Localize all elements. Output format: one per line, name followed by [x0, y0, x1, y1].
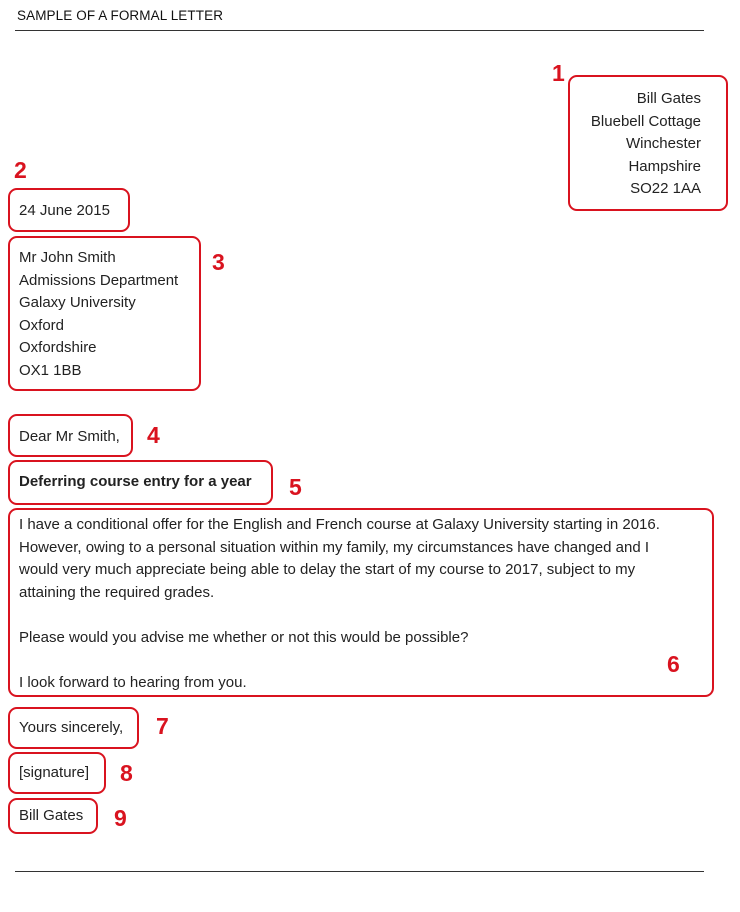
signer-name-box: [8, 798, 98, 834]
paragraph-gap: [19, 650, 712, 673]
annotation-number-7: 7: [156, 713, 169, 739]
sender-postcode: SO22 1AA: [630, 180, 701, 198]
sender-name: Bill Gates: [636, 90, 701, 107]
annotation-number-3: 3: [212, 249, 225, 275]
recipient-department: Admissions Department: [19, 271, 179, 289]
recipient-town: Oxford: [19, 316, 65, 334]
annotation-number-9: 9: [114, 805, 127, 831]
letter-date: 24 June 2015: [19, 202, 110, 219]
annotation-number-1: 1: [552, 60, 565, 86]
date-box: [8, 188, 130, 232]
salutation-text: Dear Mr Smith,: [19, 428, 120, 445]
body-paragraph-2: Please would you advise me whether or not this would be possible?: [19, 628, 469, 646]
annotation-number-5: 5: [289, 474, 302, 500]
body-line: I have a conditional offer for the English and French course at Galaxy University starting in 2016.: [19, 516, 660, 533]
body-line: would very much appreciate being able to delay the start of my course to 2017, subject to my: [19, 561, 636, 579]
paragraph-gap: [19, 604, 712, 627]
salutation-box: [8, 414, 133, 457]
subject-line: Deferring course entry for a year: [19, 473, 252, 490]
sender-town: Winchester: [625, 135, 701, 153]
recipient-name: Mr John Smith: [19, 249, 116, 266]
signer-name: Bill Gates: [19, 807, 84, 824]
closing-box: [8, 707, 139, 749]
sender-street: Bluebell Cottage: [590, 112, 701, 130]
signature-placeholder: [signature]: [19, 764, 90, 781]
closing-text: Yours sincerely,: [19, 719, 124, 736]
recipient-county: Oxfordshire: [19, 339, 97, 357]
body-line: attaining the required grades.: [19, 583, 215, 601]
annotation-number-8: 8: [120, 760, 133, 786]
sender-county: Hampshire: [628, 157, 701, 175]
letter-body-box: [8, 508, 714, 697]
subject-box: [8, 460, 273, 505]
sender-address-box: [568, 75, 728, 211]
recipient-organisation: Galaxy University: [19, 294, 136, 312]
recipient-postcode: OX1 1BB: [19, 361, 82, 379]
annotation-number-2: 2: [14, 157, 27, 183]
annotation-number-6: 6: [667, 651, 680, 677]
top-divider: [15, 30, 704, 31]
annotation-number-4: 4: [147, 422, 160, 448]
body-paragraph-3: I look forward to hearing from you.: [19, 674, 247, 692]
recipient-address-box: [8, 236, 201, 391]
body-line: However, owing to a personal situation within my family, my circumstances have changed and I: [19, 538, 650, 556]
document-title: SAMPLE OF A FORMAL LETTER: [17, 8, 224, 23]
signature-box: [8, 752, 106, 794]
bottom-divider: [15, 871, 704, 872]
